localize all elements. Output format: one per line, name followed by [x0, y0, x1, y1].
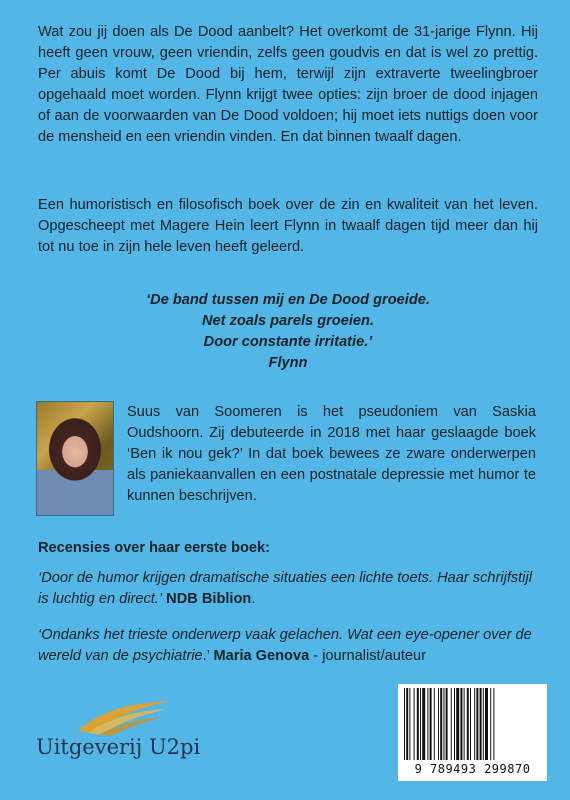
character-quote [38, 290, 538, 374]
review-1-text: ‘Door de humor krijgen dramatische situaties een lichte toets. Haar schrijfstijl is luchtig en direct.’ [38, 570, 532, 607]
review-1 [38, 568, 538, 610]
publisher-name: Uitgeverij U2pi [36, 735, 201, 759]
review-1-suffix: . [251, 591, 256, 607]
barcode-digits: 9 789493 299870 [414, 762, 531, 776]
quote-line-3: Door constante irritatie.’ [203, 334, 373, 350]
quote-line-2: Net zoals parels groeien. [202, 313, 374, 329]
golden-swoosh-icon [74, 697, 174, 737]
review-2-source: Maria Genova [213, 648, 310, 664]
blurb-paragraph-1: Wat zou jij doen als De Dood aanbelt? Het overkomt de 31-jarige Flynn. Hij heeft geen vrouw, geen vriendin, zelfs geen goudvis en dat is wel zo prettig. Per abuis komt De Dood bij hem, terwijl zijn extraverte tweelingbroer opgehaald moet worden. Flynn krijgt twee opties: zijn broer de dood injagen of aan de voorwaarden van De Dood voldoen; hij moet iets nuttigs doen voor de mensheid en een vriendin vinden. En dat binnen twaalf dagen. [38, 24, 538, 145]
author-photo [36, 401, 114, 516]
quote-line-1: ‘De band tussen mij en De Dood groeide. [146, 292, 430, 308]
isbn-barcode [398, 684, 547, 781]
quote-attribution: Flynn [268, 355, 308, 371]
review-1-source: NDB Biblion [166, 591, 252, 607]
reviews-heading: Recensies over haar eerste boek: [38, 540, 271, 556]
publisher-logo [36, 697, 236, 777]
author-bio: Suus van Soomeren is het pseudoniem van Saskia Oudshoorn. Zij debuteerde in 2018 met haar geslaagde boek ‘Ben ik nou gek?’ In dat boek bewees ze zware onderwerpen als paniekaanvallen en een postnatale depressie met humor te kunnen beschrijven. [127, 404, 536, 504]
blurb-paragraph-2: Een humoristisch en filosofisch boek over de zin en kwaliteit van het leven. Opgescheept met Magere Hein leert Flynn in twaalf dagen tijd meer dan hij tot nu toe in zijn hele leven heeft geleerd. [38, 197, 538, 255]
barcode-bars [402, 688, 543, 760]
review-2-closing: .’ [202, 648, 210, 664]
review-2-suffix: - journalist/auteur [309, 648, 427, 664]
review-2-text: ‘Ondanks het trieste onderwerp vaak gelachen. Wat een eye-opener over de wereld van de psychiatrie [38, 627, 532, 664]
review-2 [38, 625, 538, 667]
